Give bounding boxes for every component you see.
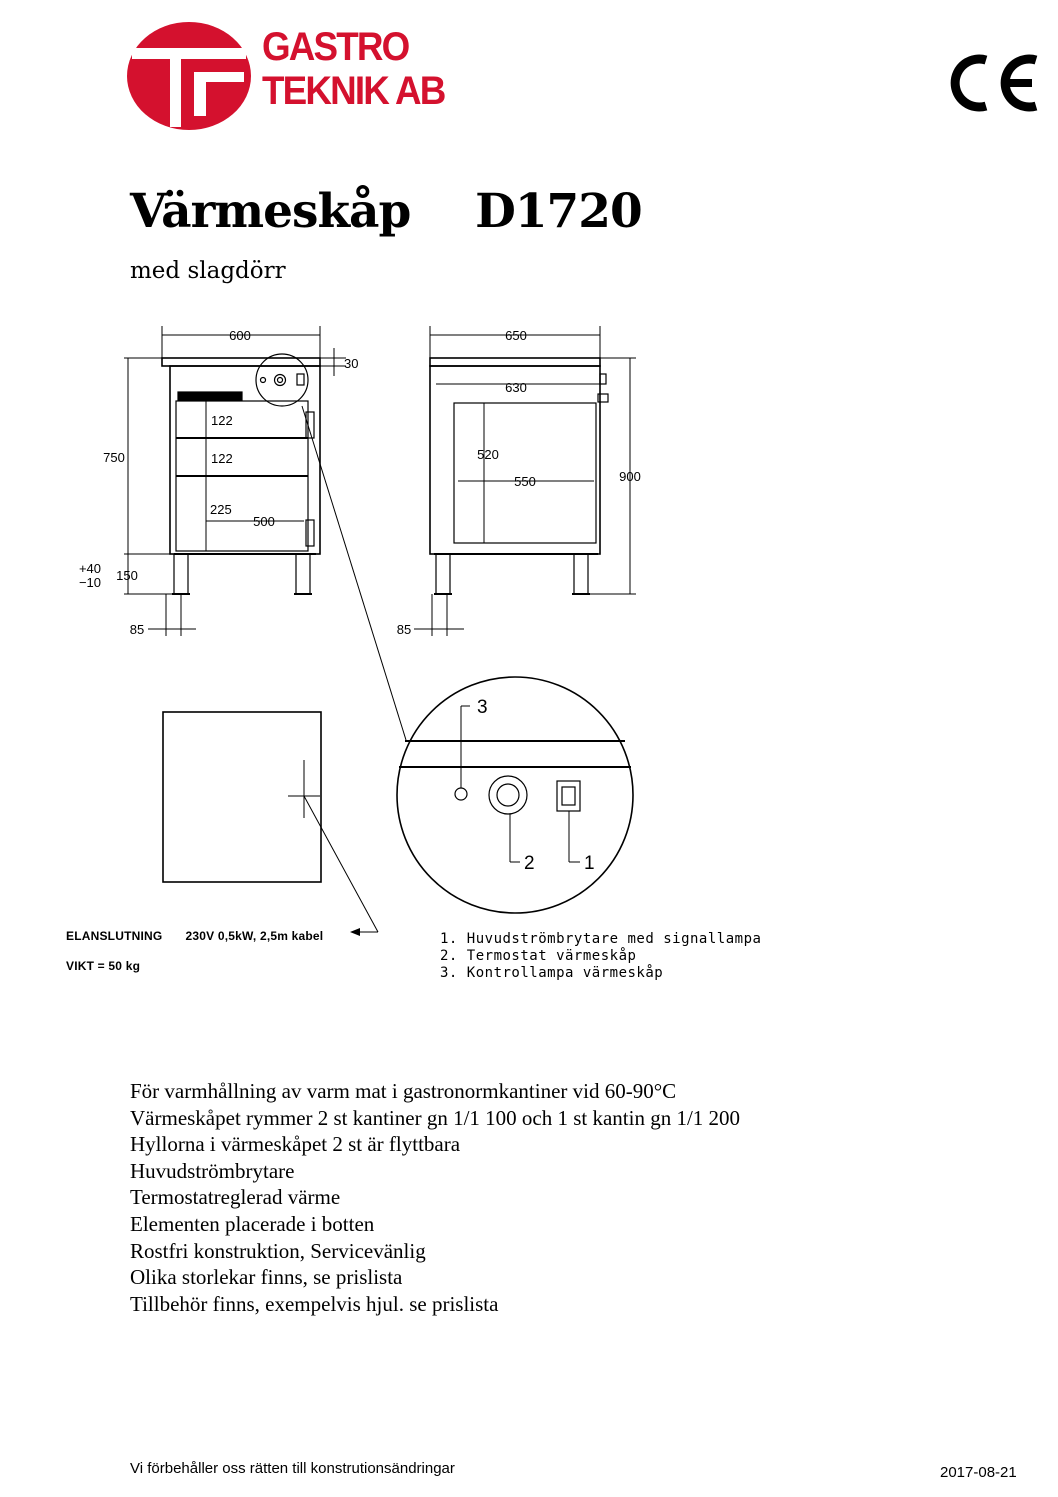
dim-door-width: 550 [514, 474, 536, 489]
feature-item: Huvudströmbrytare [130, 1158, 295, 1183]
dim-top-thickness: 30 [344, 356, 359, 371]
footer-disclaimer: Vi förbehåller oss rätten till konstrutionsändringar [130, 1460, 455, 1477]
dim-door-height: 520 [477, 447, 499, 462]
feature-item: Rostfri konstruktion, Servicevänlig [130, 1238, 426, 1263]
detail-callout-3: 3 [477, 697, 488, 718]
model-number: D1720 [475, 184, 642, 239]
dim-front-height: 750 [103, 450, 125, 465]
feature-item: Termostatreglerad värme [130, 1185, 341, 1210]
electrical-label: ELANSLUTNING [66, 929, 163, 943]
feature-item: Olika storlekar finns, se prislista [130, 1265, 403, 1290]
footer-date: 2017-08-21 [940, 1464, 1017, 1481]
legend-item: 1. Huvudströmbrytare med signallampa [440, 931, 762, 947]
feature-item: Elementen placerade i botten [130, 1211, 375, 1236]
brand-name-line-2: TEKNIK AB [262, 69, 445, 113]
dim-front-width: 600 [229, 328, 251, 343]
feature-item: Värmeskåpet rymmer 2 st kantiner gn 1/1 100 och 1 st kantin gn 1/1 200 [130, 1105, 741, 1130]
dim-inner-width: 500 [253, 514, 275, 529]
ce-mark-icon [946, 54, 1042, 112]
dim-inner-depth: 630 [505, 380, 527, 395]
dim-side-depth: 650 [505, 328, 527, 343]
dim-shelf-3: 225 [210, 502, 232, 517]
gastro-teknik-logo-icon [124, 20, 254, 132]
electrical-value: 230V 0,5kW, 2,5m kabel [185, 929, 324, 943]
dim-front-leg-offset: 85 [129, 622, 145, 637]
product-name: Värmeskåp [130, 184, 411, 239]
feature-list [130, 1078, 740, 1317]
technical-drawing [0, 320, 1058, 940]
detail-callout-2: 2 [524, 853, 535, 874]
feature-item: För varmhållning av varm mat i gastronormkantiner vid 60-90°C [130, 1079, 677, 1103]
component-legend [440, 931, 761, 982]
feature-item: Tillbehör finns, exempelvis hjul. se prislista [130, 1291, 499, 1316]
dim-shelf-1: 122 [211, 413, 233, 428]
legend-item: 2. Termostat värmeskåp [440, 948, 637, 964]
dim-leg-height: 150 [116, 568, 138, 583]
dim-side-leg-offset: 85 [396, 622, 412, 637]
dim-total-height: 900 [619, 469, 641, 484]
dim-leg-adjust-plus: +40 [78, 561, 102, 576]
electrical-spec [66, 929, 323, 943]
dim-leg-adjust-minus: −10 [78, 575, 102, 590]
feature-item: Hyllorna i värmeskåpet 2 st är flyttbara [130, 1132, 461, 1157]
brand-name-line-1: GASTRO [262, 25, 409, 69]
weight-spec: VIKT = 50 kg [66, 959, 141, 973]
detail-callout-1: 1 [584, 853, 595, 874]
page-subtitle: med slagdörr [130, 258, 286, 284]
legend-item: 3. Kontrollampa värmeskåp [440, 965, 664, 981]
dim-shelf-2: 122 [211, 451, 233, 466]
page-title [130, 184, 642, 239]
